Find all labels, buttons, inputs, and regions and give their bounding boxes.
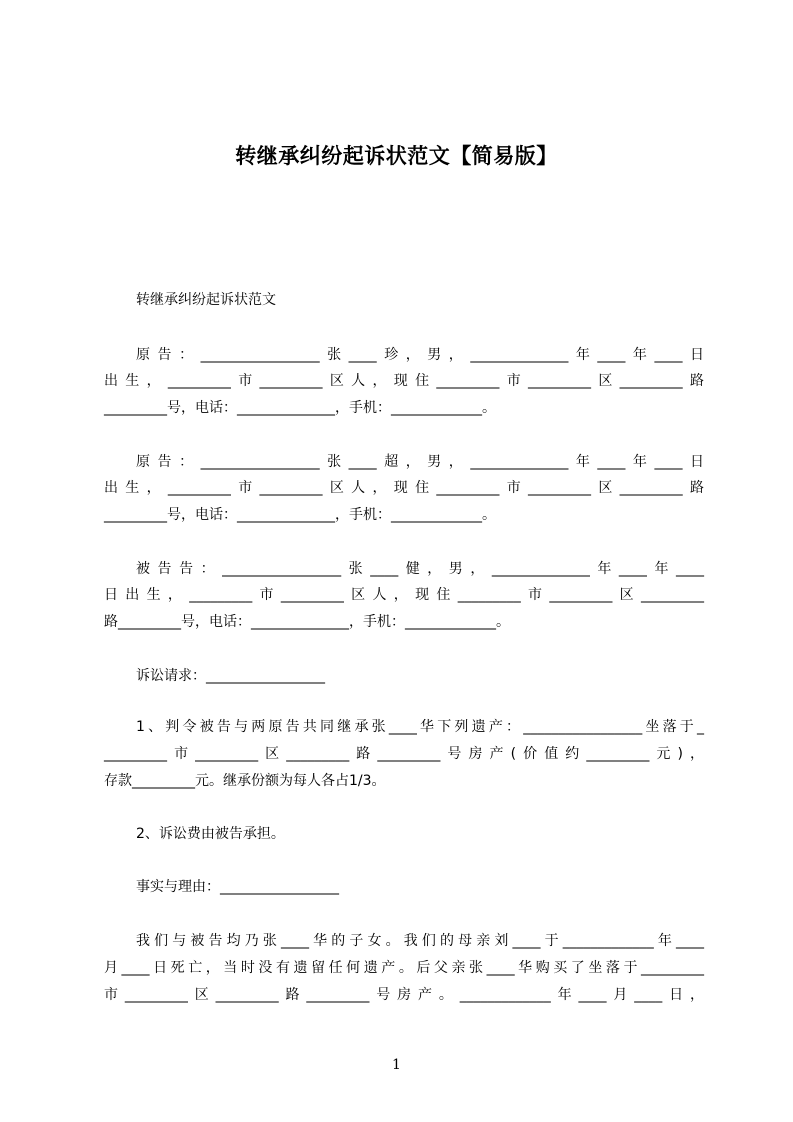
plaintiff2-line3: _________号，电话：______________，手机：_____________。 (104, 507, 496, 523)
plaintiff1-line3: _________号，电话：______________，手机：_____________。 (104, 400, 496, 416)
facts-line2: 月____日死亡，当时没有遗留任何遗产。后父亲张____华购买了坐落于_________ (104, 960, 704, 976)
facts-line1: 我们与被告均乃张____华的子女。我们的母亲刘____于_____________年____ (136, 933, 704, 949)
subtitle: 转继承纠纷起诉状范文 (136, 292, 276, 308)
defendant-line2: 日出生，_________市_________区人，现住_________市_________区_________ (104, 587, 704, 603)
claim1-line1: 1、判令被告与两原告共同继承张____华下列遗产：_________________坐落于_ (136, 719, 704, 735)
claim1-line3: 存款_________元。继承份额为每人各占1/3。 (104, 773, 386, 789)
plaintiff2-line2: 出生，_________市_________区人，现住_________市_________区_________路 (104, 480, 704, 496)
defendant-line1: 被告告：_________________张____健，男，______________年____年____ (136, 561, 704, 577)
defendant-line3: 路_________号，电话：______________，手机：_____________。 (104, 614, 510, 630)
claim1-line2: _________市_________区_________路_________号房产(价值约_________元)， (104, 746, 704, 762)
plaintiff1-line2: 出生，_________市_________区人，现住_________市_________区_________路 (104, 373, 704, 389)
claim2: 2、诉讼费由被告承担。 (136, 826, 285, 842)
claims-heading: 诉讼请求：_________________ (136, 668, 325, 684)
plaintiff1-line1: 原告：_________________张____珍，男，______________年____年____日 (136, 347, 704, 363)
facts-line3: 市_________区_________路_________号房产。_____________年____月____日， (104, 987, 704, 1003)
document-title: 转继承纠纷起诉状范文【简易版】 (235, 144, 558, 168)
page-number: 1 (392, 1057, 401, 1073)
plaintiff2-line1: 原告：_________________张____超，男，______________年____年____日 (136, 454, 704, 470)
facts-heading: 事实与理由：_________________ (136, 879, 339, 895)
